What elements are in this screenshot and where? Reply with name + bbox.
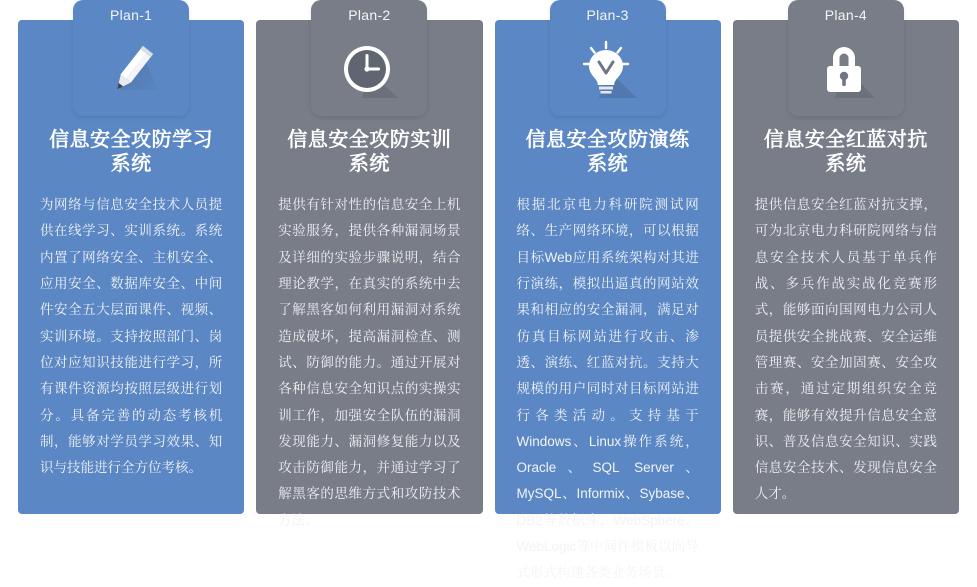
plan-badge-label-1: Plan-1 [109, 7, 153, 23]
lightbulb-icon [550, 26, 666, 116]
plan-title-1: 信息安全攻防学习系统 [49, 129, 214, 175]
pencil-icon [73, 26, 189, 116]
plan-badge-2 [311, 0, 427, 116]
plan-badge-label-2: Plan-2 [348, 7, 391, 23]
plan-badge-3 [550, 0, 666, 116]
plan-badge-label-3: Plan-3 [586, 7, 629, 23]
plan-body-2: 提供有针对性的信息安全上机实验服务，提供各种漏洞场景及详细的实验步骤说明，结合理论教学，在真实的系统中去了解黑客如何利用漏洞对系统造成破坏，提高漏洞检查、测试、防御的能力。通过开展对各种信息安全知识点的实操实训工作，加强安全队伍的漏洞发现能力、漏洞修复能力以及攻击防御能力，并通过学习了解黑客的思维方式和攻防技术方法。 [278, 197, 461, 528]
plan-card-4[interactable] [733, 7, 959, 514]
plan-title-3: 信息安全攻防演练系统 [525, 129, 690, 175]
plan-title-2: 信息安全攻防实训系统 [287, 129, 452, 175]
plan-body-4: 提供信息安全红蓝对抗支撑，可为北京电力科研院网络与信息安全技术人员基于单兵作战、多兵作战实战化竞赛形式，能够面向国网电力公司人员提供安全挑战赛、安全运维管理赛、安全加固赛、安全攻击赛，通过定期组织安全竞赛，能够有效提升信息安全意识、普及信息安全知识、实践信息安全技术、发现信息安全人才。 [754, 197, 937, 502]
plan-card-2[interactable] [256, 7, 482, 528]
plan-badge-4 [788, 0, 904, 116]
plan-badge-label-4: Plan-4 [824, 7, 868, 23]
clock-icon [311, 26, 427, 116]
plan-body-1: 为网络与信息安全技术人员提供在线学习、实训系统。系统内置了网络安全、主机安全、应用安全、数据库安全、中间件安全五大层面课件、视频、实训环境。支持按照部门、岗位对应知识技能进行学习，所有课件资源均按照层级进行划分。具备完善的动态考核机制，能够对学员学习效果、知识与技能进行全方位考核。 [40, 197, 223, 476]
lock-icon [788, 26, 904, 116]
plan-body-3: 根据北京电力科研院测试网络、生产网络环境，可以根据目标Web应用系统架构对其进行演练，模拟出逼真的网站效果和相应的安全漏洞，满足对仿真目标网站进行攻击、渗透、演练、红蓝对抗。支持大规模的用户同时对目标网站进行各类活动。支持基于Windows、Linux操作系统，Oracle、SQL Server、MySQL、Informix、Sybase、DB2等数据库，WebSphere、WebLogic等中间件模板以向导式形式构建各类业务场景。 [516, 197, 699, 581]
plan-card-3[interactable] [495, 7, 721, 581]
plan-badge-1 [73, 0, 189, 116]
plan-title-4: 信息安全红蓝对抗系统 [763, 129, 928, 175]
plan-card-1[interactable] [18, 7, 244, 514]
